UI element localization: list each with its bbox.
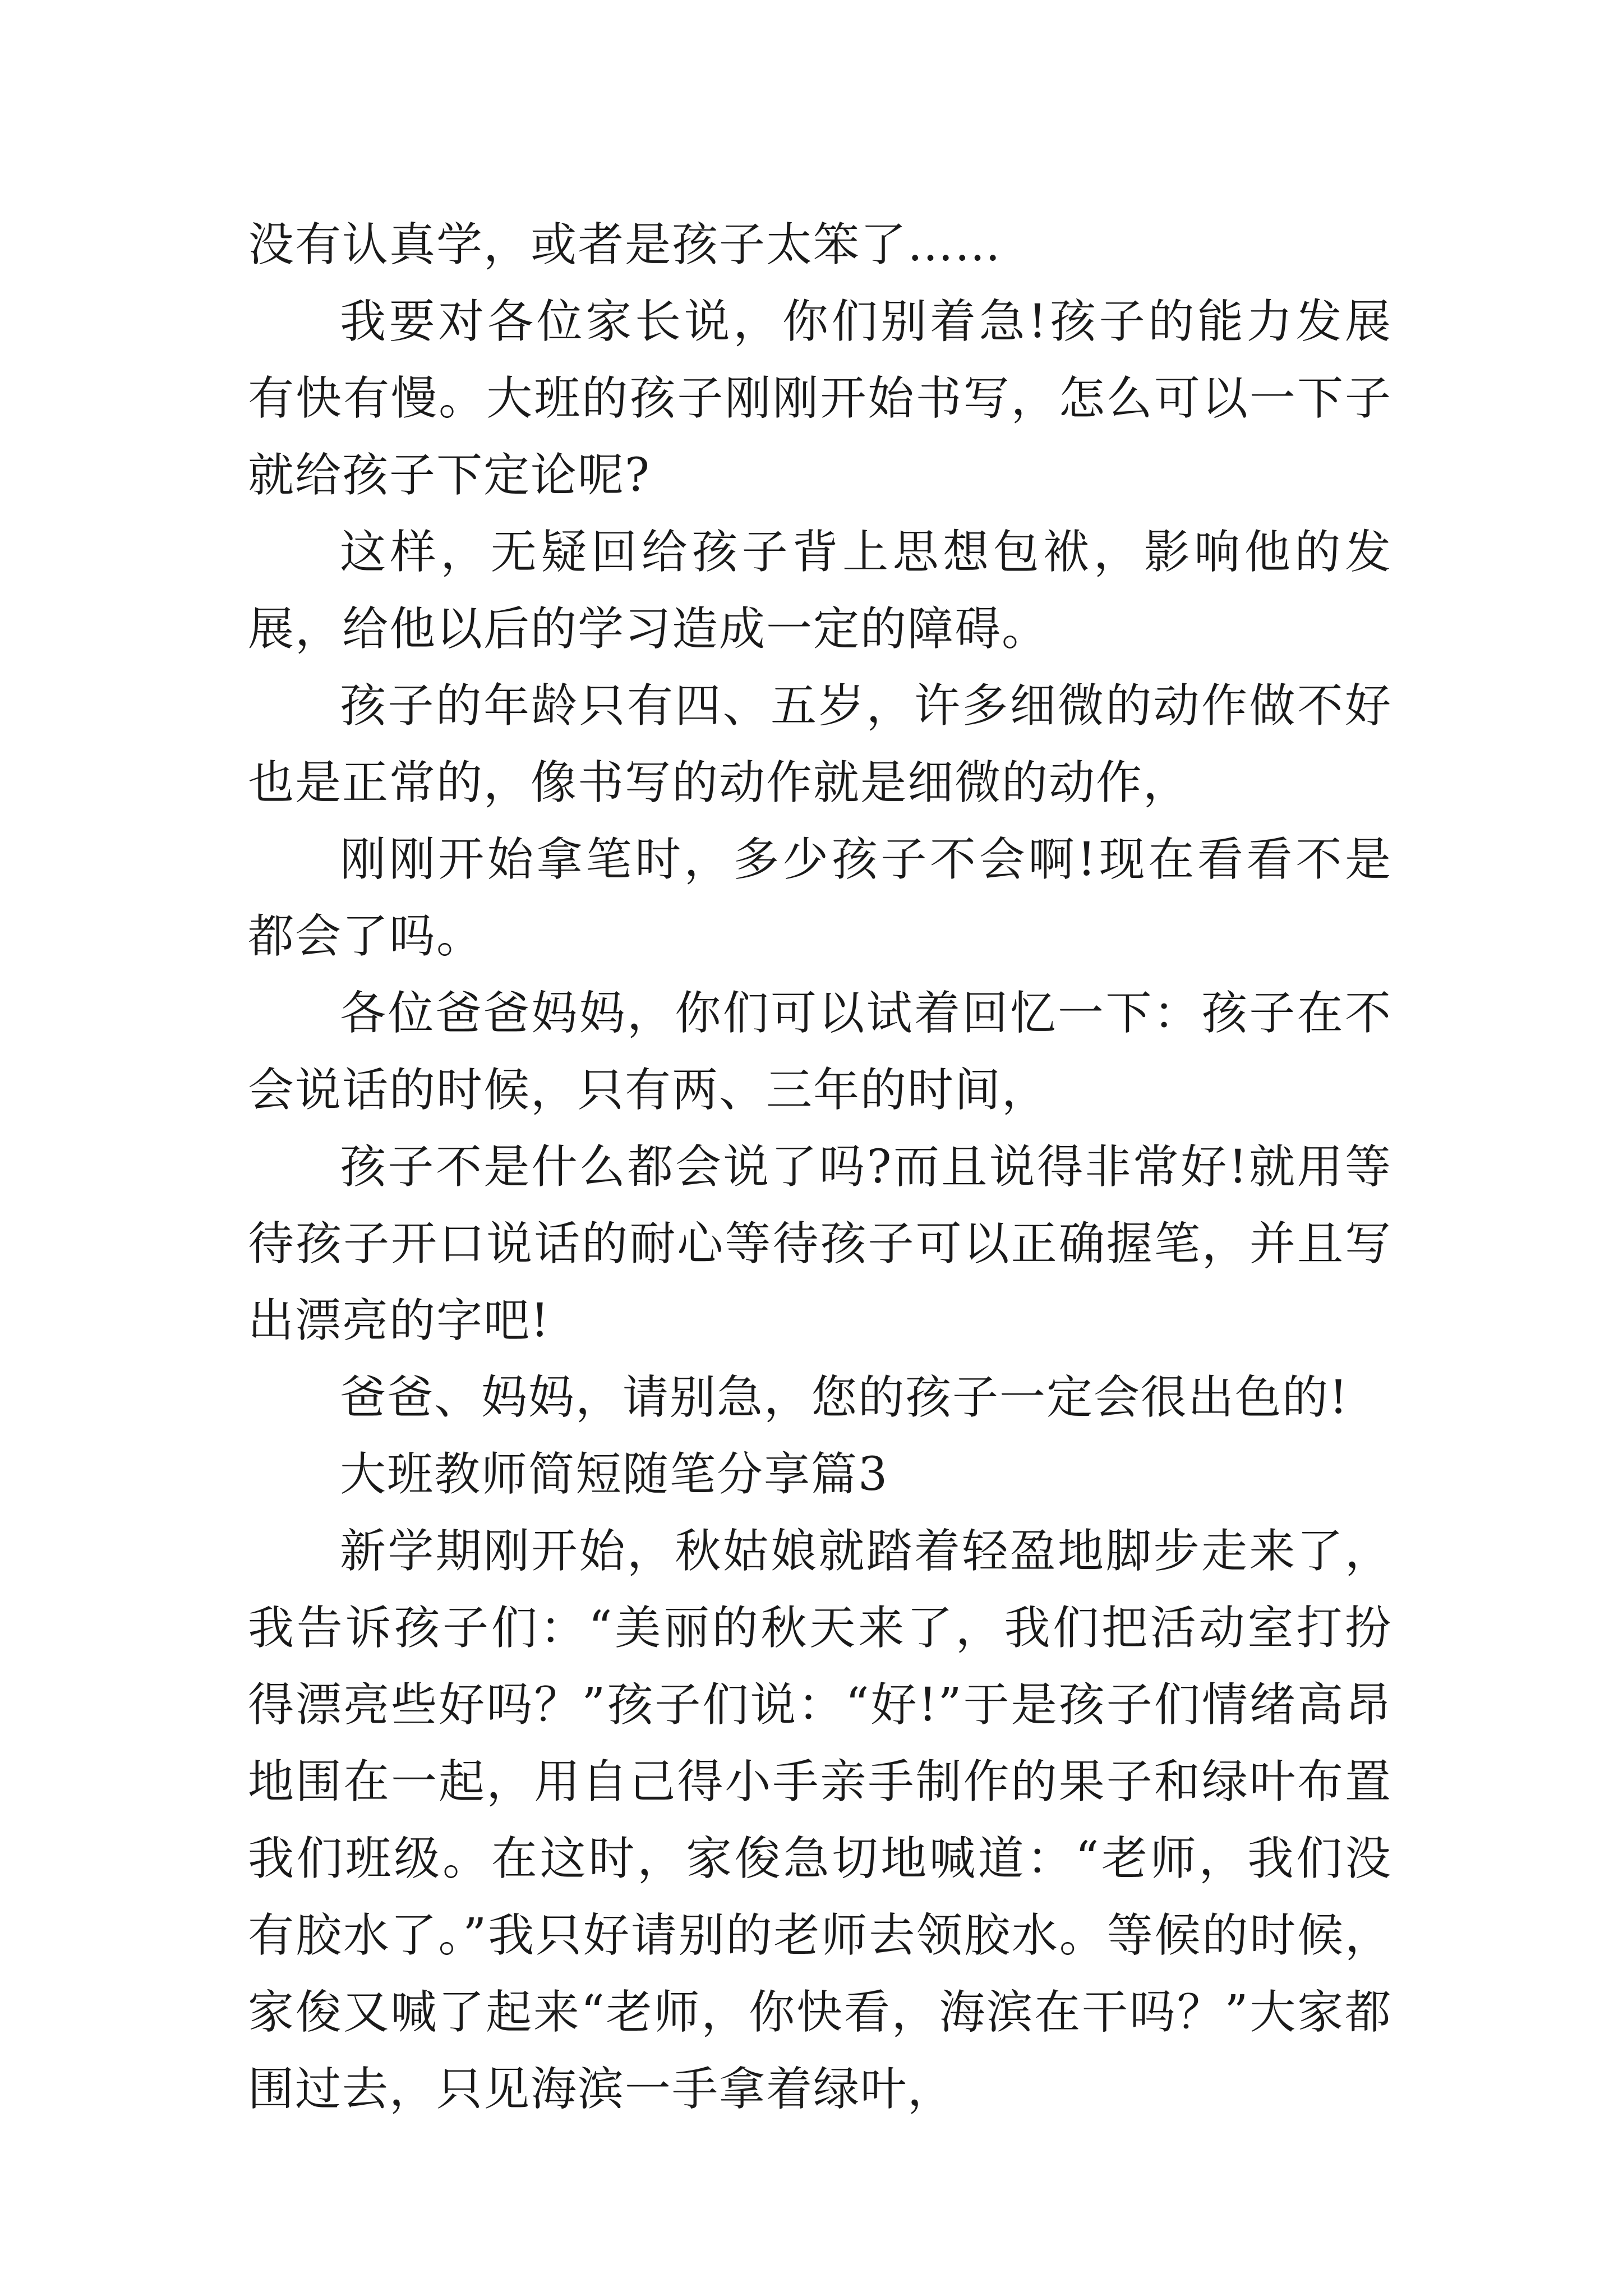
section-heading: 大班教师简短随笔分享篇3: [340, 1448, 889, 1501]
paragraph: 没有认真学，或者是孩子太笨了……: [248, 218, 1002, 272]
paragraph: 爸爸、妈妈，请别急，您的孩子一定会很出色的!: [340, 1371, 1349, 1424]
document-body: [248, 206, 1392, 2128]
paragraph: 新学期刚开始，秋姑娘就踏着轻盈地脚步走来了，我告诉孩子们：“美丽的秋天来了，我们把活动室打扮得漂亮些好吗？”孩子们说：“好!”于是孩子们情绪高昂地围在一起，用自己得小手亲手制作的果子和绿叶布置我们班级。在这时，家俊急切地喊道：“老师，我们没有胶水了。”我只好请别的老师去领胶水。等候的时候，家俊又喊了起来“老师，你快看，海滨在干吗？”大家都围过去，只见海滨一手拿着绿叶，: [248, 1525, 1392, 2116]
paragraph: 刚刚开始拿笔时，多少孩子不会啊!现在看看不是都会了吗。: [248, 833, 1392, 963]
paragraph: 我要对各位家长说，你们别着急!孩子的能力发展有快有慢。大班的孩子刚刚开始书写，怎么可以一下子就给孩子下定论呢?: [248, 295, 1392, 502]
paragraph: 孩子不是什么都会说了吗?而且说得非常好!就用等待孩子开口说话的耐心等待孩子可以正确握笔，并且写出漂亮的字吧!: [248, 1140, 1392, 1347]
paragraph: 孩子的年龄只有四、五岁，许多细微的动作做不好也是正常的，像书写的动作就是细微的动作，: [248, 679, 1392, 809]
paragraph: 这样，无疑回给孩子背上思想包袱，影响他的发展，给他以后的学习造成一定的障碍。: [248, 526, 1392, 656]
paragraph: 各位爸爸妈妈，你们可以试着回忆一下：孩子在不会说话的时候，只有两、三年的时间，: [248, 987, 1392, 1117]
